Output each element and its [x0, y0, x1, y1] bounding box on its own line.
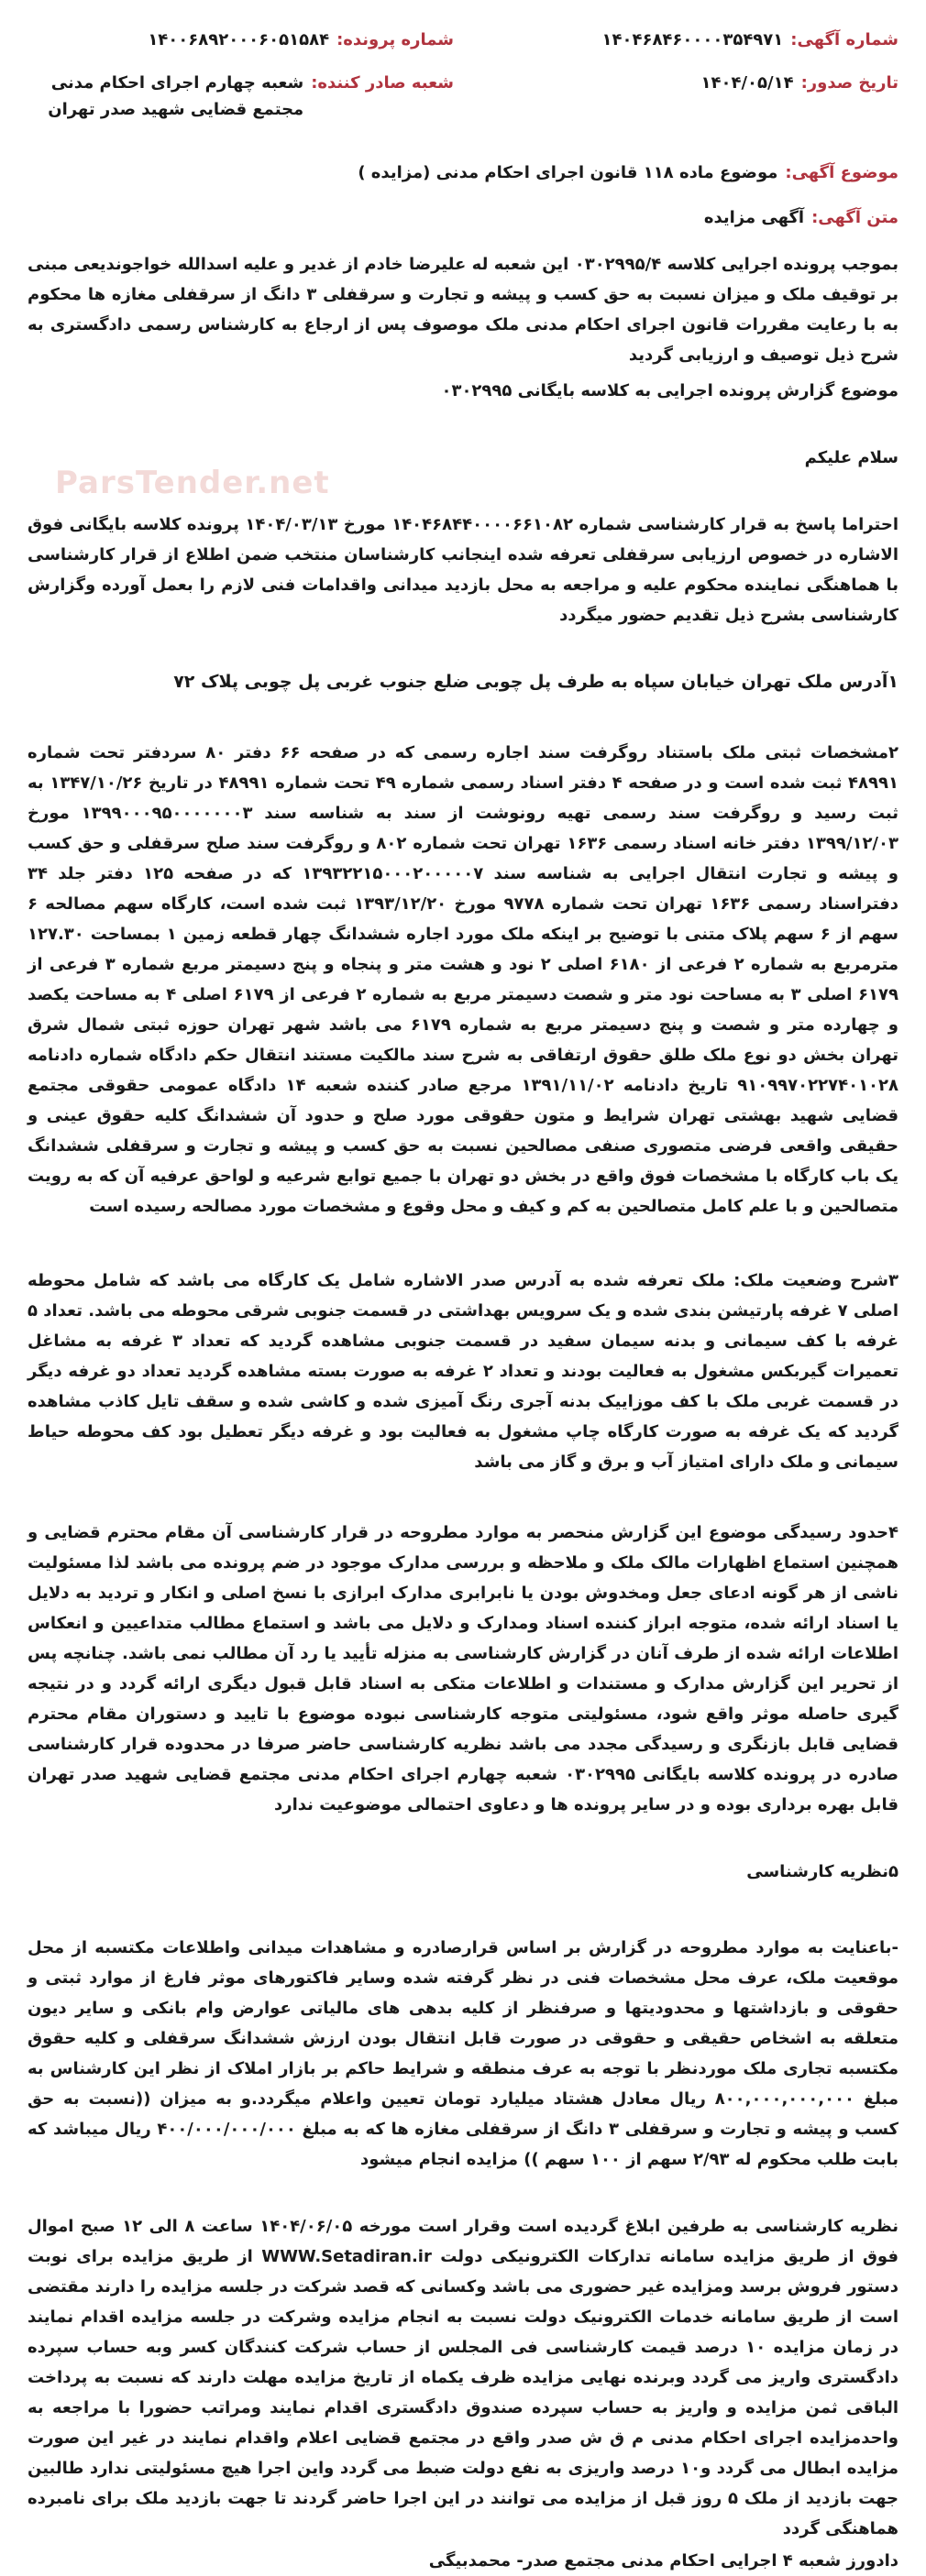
text-title-value: آگهی مزایده: [703, 207, 805, 227]
notice-text-title: [28, 204, 898, 233]
issuer: [28, 71, 454, 124]
case-number-value: ۱۴۰۰۶۸۹۲۰۰۰۶۰۵۱۵۸۴: [148, 30, 330, 49]
watermark-text: ParsTender.net: [55, 465, 330, 501]
case-number-label: شماره پرونده:: [336, 30, 454, 49]
section-registration: ۲مشخصات ثبتی ملک باستناد روگرفت سند اجاره رسمی که در صفحه ۶۶ دفتر ۸۰ سردفتر تحت شماره ۴۸۹۹۱ ثبت شده است و در صفحه ۴ دفتر اسناد رسمی شماره ۴۹ تحت شماره ۴۸۹۹۱ در تاریخ ۱۳۴۷/۱۰/۲۶ به ثبت رسید و روگرفت سند رسمی تهیه رونوشت از سند به شناسه سند ۱۳۹۹۰۰۰۹۵۰۰۰۰۰۰۰۳ مورخ ۱۳۹۹/۱۲/۰۳ دفتر خانه اسناد رسمی ۱۶۳۶ تهران تحت شماره ۸۰۲ و روگرفت سند صلح سرقفلی و حق کسب و پیشه و تجارت انتقال اجرایی به شناسه سند ۱۳۹۳۲۲۱۵۰۰۰۲۰۰۰۰۰۷ که در صفحه ۱۲۵ دفتر جلد ۳۴ دفتراسناد رسمی ۱۶۳۶ تهران تحت شماره ۹۷۷۸ مورخ ۱۳۹۳/۱۲/۲۰ ثبت شده است، کارگاه سهم مصالحه ۶ سهم از ۶ سهم پلاک متنی با توضیح بر اینکه ملک مورد اجاره ششدانگ چهار قطعه زمین ۱ بمساحت ۱۲۷.۳۰ مترمربع به شماره ۲ فرعی از ۶۱۸۰ اصلی ۲ نود و هشت متر و پنجاه و پنج دسیمتر مربع شماره ۳ فرعی از ۶۱۷۹ اصلی ۳ به مساحت نود متر و شصت دسیمتر مربع به شماره ۲ فرعی از ۶۱۷۹ اصلی ۴ به مساحت یکصد و چهارده متر و شصت و پنج دسیمتر مربع به شماره ۶۱۷۹ می باشد شهر تهران حوزه ثبتی شمال شرق تهران بخش دو نوع ملک طلق حقوق ارتفاقی به شرح سند مالکیت مستند انتقال حکم دادگاه شماره دادنامه ۹۱۰۹۹۷۰۲۲۷۴۰۱۰۲۸ تاریخ دادنامه ۱۳۹۱/۱۱/۰۲ مرجع صادر کننده شعبه ۱۴ دادگاه عمومی حقوقی مجتمع قضایی شهید بهشتی تهران شرایط و متون حقوقی مورد صلح و حدود آن ششدانگ کلیه حقوق عینی و حقیقی واقعی فرضی متصوری صنفی مصالحین نسبت به حق کسب و پیشه و تجارت و سرقفلی ششدانگ یک باب کارگاه با مشخصات فوق واقع در بخش دو تهران با جمیع توابع شرعیه و لواحق عرفیه آن که به رویت متصالحین و با علم کامل متصالحین به کم و کیف و محل وقوع و مشخصات مورد مصالحه رسیده است: [28, 742, 899, 1216]
issue-date-label: تاریخ صدور:: [800, 72, 898, 93]
section-address: ۱آدرس ملک تهران خیابان سپاه به طرف پل چوبی ضلع جنوب غربی پل چوبی پلاک ۷۲: [173, 671, 898, 692]
report-topic: موضوع گزارش پرونده اجرایی به کلاسه بایگانی ۰۳۰۲۹۹۵: [441, 380, 898, 400]
notice-number-value: ۱۴۰۴۶۸۴۶۰۰۰۰۳۵۴۹۷۱: [601, 30, 784, 49]
subject-value: موضوع ماده ۱۱۸ قانون اجرای احکام مدنی (مزایده ): [358, 163, 778, 183]
respect-paragraph: احتراما پاسخ به قرار کارشناسی شماره ۱۴۰۴۶۸۴۴۰۰۰۰۶۶۱۰۸۲ مورخ ۱۴۰۴/۰۳/۱۳ پرونده کلاسه بایگانی فوق الاشاره در خصوص ارزیابی سرقفلی تعرفه شده اینجانب کارشناسان منتخب ضمن اطلاع از قرار کارشناسی با هماهنگی نماینده محکوم علیه و مراجعه به محل بازدید میدانی واقدامات فنی لازم را بعمل آورده وگزارش کارشناسی بشرح ذیل تقدیم حضور میگردد: [28, 514, 898, 625]
section-auction-terms: نظریه کارشناسی به طرفین ابلاغ گردیده است وقرار است مورخه ۱۴۰۴/۰۶/۰۵ ساعت ۸ الی ۱۲ صبح اموال فوق از طریق مزایده سامانه تدارکات الکترونیکی دولت WWW.Setadiran.ir از طریق مزایده برای نوبت دستور فروش برسد ومزایده غیر حضوری می باشد وکسانی که قصد شرکت در جلسه مزایده را دارند مقتضی است از طریق سامانه خدمات الکترونیک دولت نسبت به انجام مزایده وشرکت در جلسه مزایده اقدام نمایند در زمان مزایده ۱۰ درصد قیمت کارشناسی فی المجلس از حساب شرکت کنندگان کسر وبه حساب سپرده دادگستری واریز می گردد وبرنده نهایی مزایده ظرف یکماه از تاریخ مزایده مهلت دارند که نسبت به پرداخت الباقی ثمن مزایده و واریز به حساب سپرده صندوق دادگستری اقدام نمایند ومراتب حضورا با مراجعه به واحدمزایده اجرای احکام مدنی م ق ش صدر واقع در مجتمع قضایی اعلام واقدام نمایند در غیر این صورت مزایده ابطال می گردد و۱۰ درصد واریزی به نفع دولت ضبط می گردد واین اجرا هیچ مسئولیتی ندارد طالبین جهت بازدید از ملک ۵ روز قبل از مزایده می توانند در این اجرا حاضر گردند تا جهت بازدید ملک برای نامبرده هماهنگی گردد: [28, 2216, 899, 2538]
notice-subject: [28, 159, 898, 188]
section-status: ۳شرح وضعیت ملک: ملک تعرفه شده به آدرس صدر الاشاره شامل یک کارگاه می باشد که شامل محوطه اصلی ۷ غرفه پارتیشن بندی شده و یک سرویس بهداشتی در قسمت جنوبی شرقی محوطه می باشد. تعداد ۵ غرفه با کف سیمانی و بدنه سیمان سفید در قسمت جنوبی مشاهده گردید که تعداد ۳ غرفه به مشاغل تعمیرات گیربکس مشغول به فعالیت بودند و تعداد ۲ غرفه به صورت بسته مشاهده گردید تعداد دو غرفه دیگر در قسمت غربی ملک با کف موزاییک بدنه آجری رنگ آمیزی شده و کاشی شده و سقف تایل کاذب مشاهده گردید که یک غرفه به صورت کارگاه چاپ مشغول به فعالیت بود و غرفه دیگر تعطیل بود کف محوطه حیاط سیمانی و ملک دارای امتیاز آب و برق و گاز می باشد: [28, 1270, 898, 1472]
issue-date-value: ۱۴۰۴/۰۵/۱۴: [700, 72, 794, 93]
issue-date: [472, 71, 898, 124]
notice-number: [472, 27, 898, 54]
signature: دادورز شعبه ۴ اجرایی احکام مدنی مجتمع صدر- محمدبیگی: [428, 2550, 898, 2571]
issuer-value: شعبه چهارم اجرای احکام مدنی مجتمع قضایی شهید صدر تهران: [48, 72, 304, 119]
notice-header: [28, 27, 898, 123]
notice-meta: [28, 159, 898, 232]
section-opinion-title: ۵نظریه کارشناسی: [746, 1861, 898, 1881]
case-number: [28, 27, 454, 54]
notice-number-label: شماره آگهی:: [790, 30, 898, 49]
intro-paragraph: بموجب پرونده اجرایی کلاسه ۰۳۰۲۹۹۵/۴ این شعبه له علیرضا خادم از غدیر و علیه اسدالله خواجوندیعی مبنی بر توقیف ملک و میزان نسبت به حق کسب و پیشه و تجارت و سرقفلی ۳ دانگ از سرقفلی مغازه ها محکوم به با رعایت مقررات قانون اجرای احکام مدنی ملک موصوف پس از ارجاع به کارشناس رسمی دادگستری به شرح ذیل توصیف و ارزیابی گردید: [28, 254, 899, 365]
subject-label: موضوع آگهی:: [785, 163, 898, 183]
issuer-label: شعبه صادر کننده:: [311, 72, 454, 93]
greeting: سلام علیکم: [804, 447, 898, 467]
text-label: متن آگهی:: [811, 207, 898, 227]
section-valuation: -باعنایت به موارد مطروحه در گزارش بر اساس قرارصادره و مشاهدات میدانی واطلاعات مکتسبه از محل موقعیت ملک، عرف محل مشخصات فنی در نظر گرفته شده وسایر فاکتورهای موثر فارغ از موارد ثبتی و حقوقی و بازداشتها و محدودیتها و صرفنظر از کلیه بدهی های مالیاتی عوارض وام بانکی و سایر دیون متعلقه به اشخاص حقیقی و حقوقی در صورت قابل انتقال بودن ارزش ششدانگ سرقفلی و کلیه حقوق مکتسبه تجاری ملک موردنظر با توجه به عرف منطقه و شرایط حاکم بر بازار املاک از نظر این کارشناس به مبلغ ۸۰۰,۰۰۰,۰۰۰,۰۰۰ ریال معادل هشتاد میلیارد تومان تعیین واعلام میگردد.و به میزان ((نسبت به حق کسب و پیشه و تجارت و سرقفلی ۳ دانگ از سرقفلی مغازه ها که به مبلغ ۴۰۰/۰۰۰/۰۰۰/۰۰۰ ریال میباشد که بابت طلب محکوم له ۲/۹۳ سهم از ۱۰۰ سهم )) مزایده انجام میشود: [28, 1937, 898, 2169]
section-scope: ۴حدود رسیدگی موضوع این گزارش منحصر به موارد مطروحه در قرار کارشناسی آن مقام محترم قضایی و همچنین استماع اظهارات مالک ملک و ملاحظه و بررسی مدارک موجود در ضم پرونده می باشد لذا مسئولیت ناشی از هر گونه ادعای جعل ومخدوش بودن یا نابرابری مدارک ابرازی با نسخ اصلی و انکار و تردید به دلایل یا اسناد ارائه شده، متوجه ابراز کننده اسناد ومدارک و دلایل می باشد و استماع مطالب متداعیین و انعکاس اطلاعات ارائه شده از طرف آنان در گزارش کارشناسی به منزله تأیید یا رد آن مطالب نمی باشد. چنانچه پس از تحریر این گزارش مدارک و مستندات و اطلاعات متکی به اسناد قابل قبول دیگری ارائه گردد و در نتیجه گیری حاصله موثر واقع شود، مسئولیتی متوجه کارشناسی نبوده موضوع با تایید و دستوران مقام محترم قضایی قابل بازنگری و رسیدگی مجدد می باشد نظریه کارشناسی حاضر صرفا در محدوده قرار کارشناسی صادره در پرونده کلاسه بایگانی ۰۳۰۲۹۹۵ شعبه چهارم اجرای احکام مدنی مجتمع قضایی شهید صدر تهران قابل بهره برداری بوده و در سایر پرونده ها و دعاوی احتمالی موضوعیت ندارد: [28, 1522, 898, 1814]
